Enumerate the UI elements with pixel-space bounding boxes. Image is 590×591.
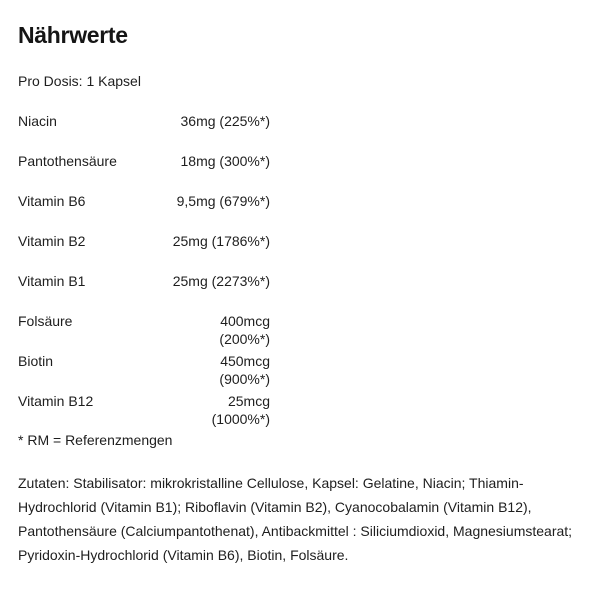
nutrient-amount: 25mcg (1000%*) (211, 393, 270, 427)
nutrient-row (18, 152, 578, 170)
nutrient-amount: 400mcg (200%*) (219, 313, 270, 347)
nutrient-name: Pantothensäure (18, 153, 117, 169)
page-title: Nährwerte (18, 22, 128, 48)
nutrient-row (18, 392, 578, 427)
nutrient-amount: 18mg (300%*) (180, 153, 270, 169)
nutrient-amount: 450mcg (900%*) (219, 353, 270, 387)
nutrient-table (18, 112, 578, 427)
nutrition-panel (18, 20, 578, 567)
nutrient-row (18, 312, 578, 347)
footnote: * RM = Referenzmengen (18, 432, 173, 448)
nutrient-name: Folsäure (18, 313, 73, 329)
nutrient-name: Vitamin B12 (18, 393, 94, 409)
nutrient-row (18, 112, 578, 130)
nutrient-row (18, 352, 578, 387)
nutrient-name: Vitamin B2 (18, 233, 86, 249)
dose-info: Pro Dosis: 1 Kapsel (18, 73, 141, 89)
nutrient-name: Biotin (18, 353, 54, 369)
nutrient-name: Vitamin B6 (18, 193, 86, 209)
nutrient-row (18, 272, 578, 290)
nutrient-row (18, 192, 578, 210)
nutrient-amount: 25mg (1786%*) (172, 233, 270, 249)
nutrient-amount: 36mg (225%*) (180, 113, 270, 129)
nutrient-amount: 25mg (2273%*) (172, 273, 270, 289)
ingredients-text: Zutaten: Stabilisator: mikrokristalline Cellulose, Kapsel: Gelatine, Niacin; Thiamin-Hydrochlorid (Vitamin B1); Riboflavin (Vitamin B2), Cyanocobalamin (Vitamin B12), Pantothensäure (Calciumpantothenat), Antibackmittel : Siliciumdioxid, Magnesiumstearat; Pyridoxin-Hydrochlorid (Vitamin B6), Biotin, Folsäure. (18, 475, 573, 563)
nutrient-amount: 9,5mg (679%*) (176, 193, 270, 209)
nutrient-row (18, 232, 578, 250)
nutrient-name: Vitamin B1 (18, 273, 86, 289)
nutrient-name: Niacin (18, 113, 57, 129)
